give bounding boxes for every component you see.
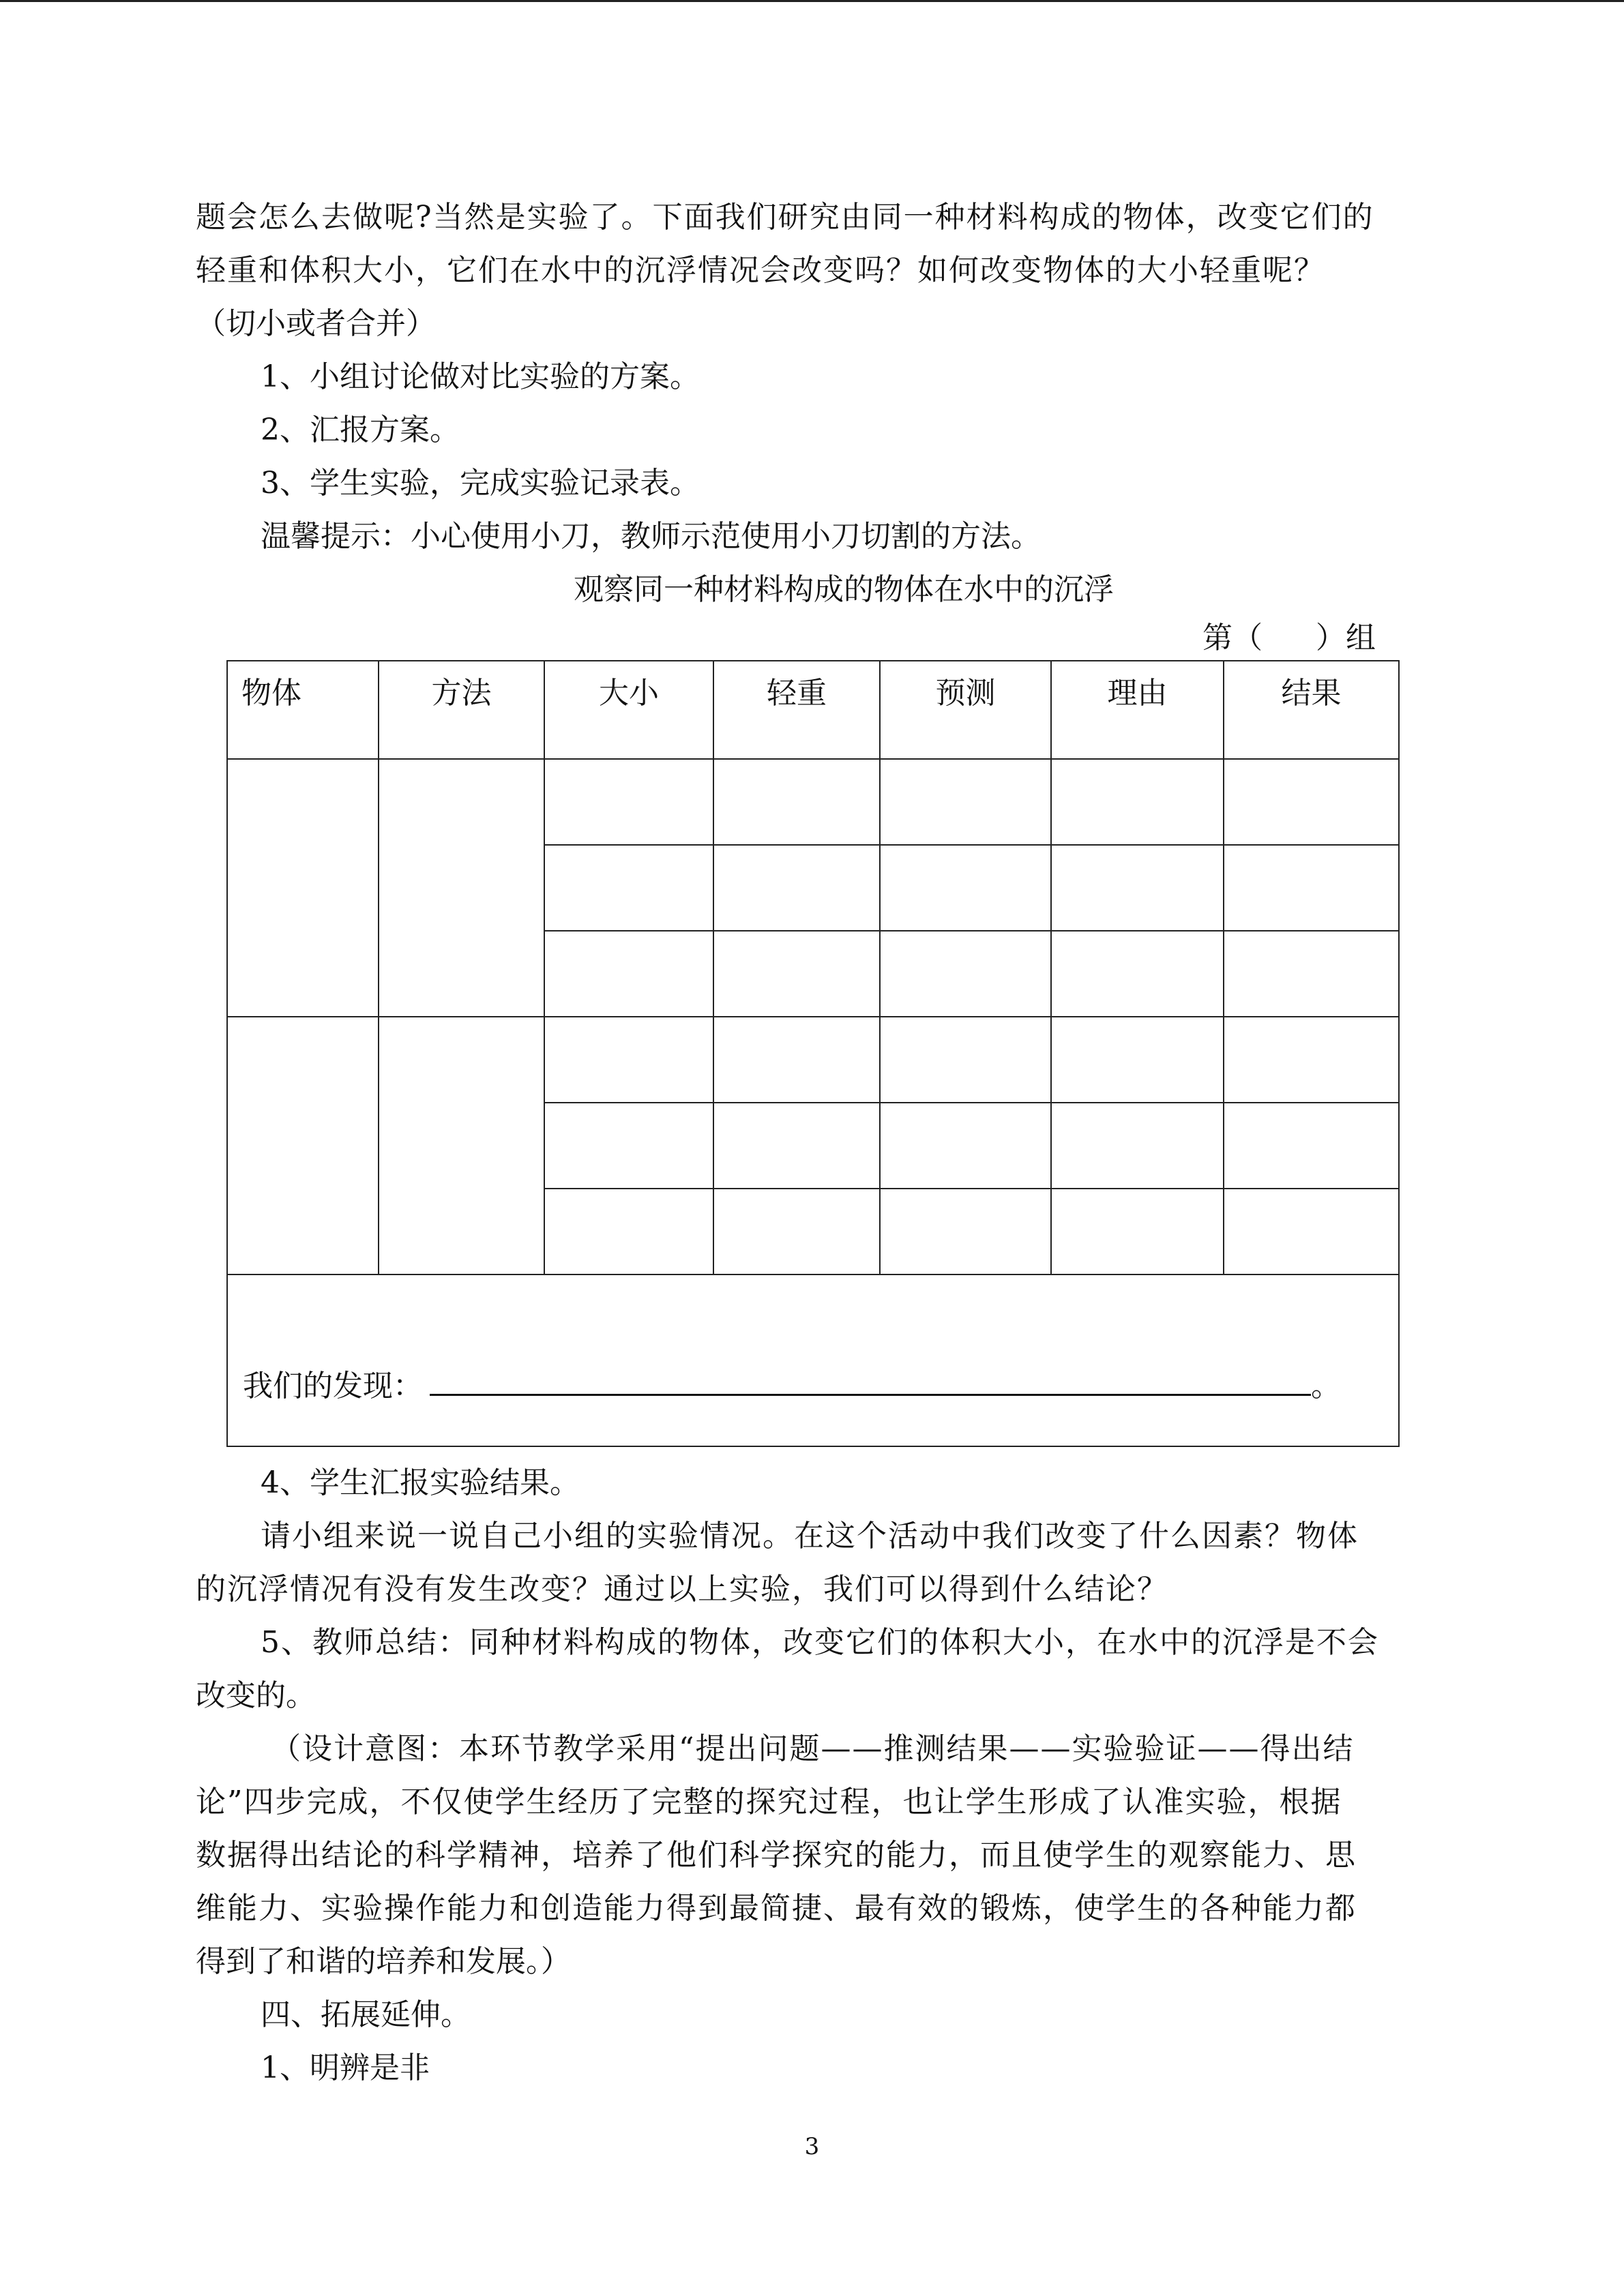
table-cell[interactable] bbox=[713, 1103, 880, 1189]
finding-cell bbox=[227, 1274, 1399, 1446]
page-number: 3 bbox=[804, 2133, 820, 2160]
paragraph-line: 论”四步完成，不仅使学生经历了完整的探究过程，也让学生形成了认准实验，根据 bbox=[196, 1785, 1342, 1819]
finding-row bbox=[227, 1274, 1399, 1446]
table-cell[interactable] bbox=[713, 845, 880, 931]
table-cell[interactable] bbox=[1051, 1017, 1224, 1103]
paragraph-line: 数据得出结论的科学精神，培养了他们科学探究的能力，而且使学生的观察能力、思 bbox=[196, 1838, 1357, 1873]
method-cell[interactable] bbox=[379, 1017, 544, 1274]
table-cell[interactable] bbox=[1051, 1103, 1224, 1189]
paragraph-line: （设计意图：本环节教学采用“提出问题——推测结果——实验验证——得出结 bbox=[271, 1731, 1355, 1766]
table-cell[interactable] bbox=[544, 1189, 713, 1274]
paragraph-line: 得到了和谐的培养和发展。） bbox=[196, 1944, 571, 1979]
header-cell: 理由 bbox=[1051, 661, 1224, 759]
group-prefix: 第（ bbox=[1202, 621, 1263, 655]
finding-blank-line[interactable] bbox=[430, 1364, 1311, 1396]
header-cell: 轻重 bbox=[713, 661, 880, 759]
table-cell[interactable] bbox=[544, 1017, 713, 1103]
safety-tip: 温馨提示：小心使用小刀，教师示范使用小刀切割的方法。 bbox=[261, 519, 1041, 554]
table-cell[interactable] bbox=[1224, 1189, 1399, 1274]
header-cell: 大小 bbox=[544, 661, 713, 759]
page-content bbox=[196, 191, 1430, 2095]
table-cell[interactable] bbox=[1224, 759, 1399, 845]
table-header-row bbox=[227, 661, 1399, 759]
step-item: 2、汇报方案。 bbox=[261, 413, 460, 447]
table-cell[interactable] bbox=[880, 1189, 1051, 1274]
header-cell: 结果 bbox=[1224, 661, 1399, 759]
spacer bbox=[196, 1447, 1430, 1457]
paragraph-line: 5、教师总结：同种材料构成的物体，改变它们的体积大小，在水中的沉浮是不会 bbox=[261, 1625, 1379, 1660]
table-row bbox=[227, 759, 1399, 845]
table-cell[interactable] bbox=[713, 1017, 880, 1103]
table-cell[interactable] bbox=[713, 931, 880, 1017]
table-cell[interactable] bbox=[544, 1103, 713, 1189]
experiment-record-table bbox=[226, 660, 1400, 1447]
table-cell[interactable] bbox=[1051, 1189, 1224, 1274]
table-cell[interactable] bbox=[1224, 1103, 1399, 1189]
finding-label: 我们的发现： bbox=[243, 1369, 423, 1403]
table-cell[interactable] bbox=[1224, 845, 1399, 931]
section-heading: 四、拓展延伸。 bbox=[261, 1997, 471, 2032]
paragraph-line: 的沉浮情况有没有发生改变？通过以上实验，我们可以得到什么结论？ bbox=[196, 1572, 1168, 1607]
table-cell[interactable] bbox=[880, 759, 1051, 845]
header-cell: 方法 bbox=[379, 661, 544, 759]
paragraph-line: 题会怎么去做呢?当然是实验了。下面我们研究由同一种材料构成的物体，改变它们的 bbox=[196, 200, 1374, 235]
table-cell[interactable] bbox=[1224, 931, 1399, 1017]
table-cell[interactable] bbox=[1051, 845, 1224, 931]
table-cell[interactable] bbox=[544, 759, 713, 845]
table-row bbox=[227, 1017, 1399, 1103]
table-cell[interactable] bbox=[713, 1189, 880, 1274]
table-title: 观察同一种材料构成的物体在水中的沉浮 bbox=[574, 572, 1114, 607]
table-cell[interactable] bbox=[544, 931, 713, 1017]
top-border bbox=[0, 0, 1624, 2]
step-item: 3、学生实验，完成实验记录表。 bbox=[261, 466, 700, 501]
method-cell[interactable] bbox=[379, 759, 544, 1017]
table-cell[interactable] bbox=[1051, 759, 1224, 845]
object-cell[interactable] bbox=[227, 759, 379, 1017]
paragraph-line: 请小组来说一说自己小组的实验情况。在这个活动中我们改变了什么因素？物体 bbox=[261, 1519, 1359, 1553]
finding-end: 。 bbox=[1311, 1369, 1341, 1403]
paragraph-line: 轻重和体积大小，它们在水中的沉浮情况会改变吗？如何改变物体的大小轻重呢？ bbox=[196, 253, 1325, 288]
table-cell[interactable] bbox=[1224, 1017, 1399, 1103]
paragraph-line: 改变的。 bbox=[196, 1678, 316, 1713]
paragraph-line: （切小或者合并） bbox=[196, 306, 436, 341]
step-item: 1、小组讨论做对比实验的方案。 bbox=[261, 359, 700, 394]
step-item: 4、学生汇报实验结果。 bbox=[261, 1465, 580, 1500]
table-cell[interactable] bbox=[880, 1017, 1051, 1103]
table-cell[interactable] bbox=[880, 1103, 1051, 1189]
table-cell[interactable] bbox=[713, 759, 880, 845]
table-cell[interactable] bbox=[544, 845, 713, 931]
step-item: 1、明辨是非 bbox=[261, 2051, 430, 2085]
header-cell: 物体 bbox=[227, 661, 379, 759]
group-number-line bbox=[196, 616, 1430, 660]
paragraph-line: 维能力、实验操作能力和创造能力得到最简捷、最有效的锻炼，使学生的各种能力都 bbox=[196, 1891, 1357, 1926]
object-cell[interactable] bbox=[227, 1017, 379, 1274]
header-cell: 预测 bbox=[880, 661, 1051, 759]
table-cell[interactable] bbox=[1051, 931, 1224, 1017]
group-suffix: ）组 bbox=[1316, 621, 1376, 655]
table-cell[interactable] bbox=[880, 845, 1051, 931]
table-cell[interactable] bbox=[880, 931, 1051, 1017]
